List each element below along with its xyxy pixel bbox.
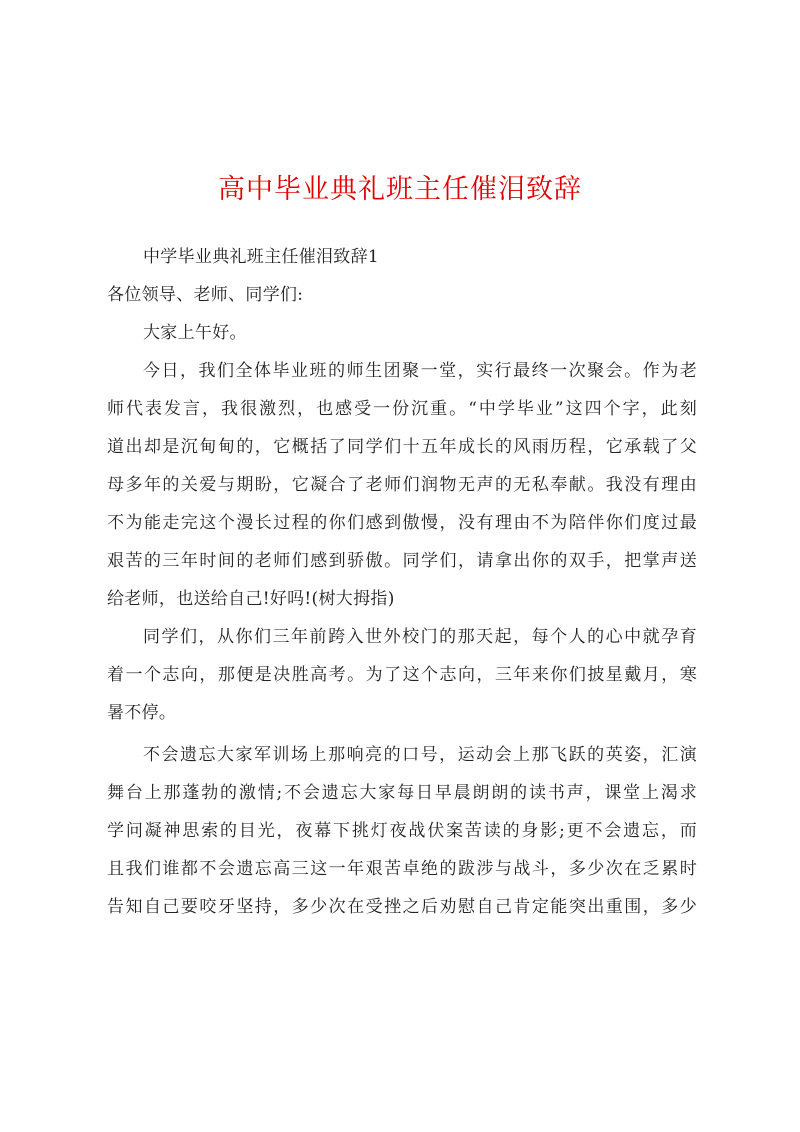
paragraph-line: 大家上午好。 xyxy=(143,323,247,343)
paragraph-line: 中学毕业典礼班主任催泪致辞1 xyxy=(143,247,380,267)
paragraph-line: 母多年的关爱与期盼，它凝合了老师们润物无声的无私奉献。我没有理由 xyxy=(107,475,697,495)
document-title: 高中毕业典礼班主任催泪致辞 xyxy=(218,174,582,205)
paragraph-line: 舞台上那蓬勃的激情;不会遗忘大家每日早晨朗朗的读书声，课堂上渴求 xyxy=(107,783,697,803)
paragraph-line: 师代表发言，我很激烈，也感受一份沉重。“中学毕业”这四个字，此刻 xyxy=(107,399,697,419)
paragraph-line: 道出却是沉甸甸的，它概括了同学们十五年成长的风雨历程，它承载了父 xyxy=(107,437,697,457)
paragraph-line: 学问凝神思索的目光，夜幕下挑灯夜战伏案苦读的身影;更不会遗忘，而 xyxy=(107,821,697,841)
paragraph xyxy=(107,276,697,314)
paragraph-line: 艰苦的三年时间的老师们感到骄傲。同学们，请拿出你的双手，把掌声送 xyxy=(107,551,697,571)
paragraph-line: 着一个志向，那便是决胜高考。为了这个志向，三年来你们披星戴月，寒 xyxy=(107,665,697,685)
paragraph xyxy=(107,238,697,276)
paragraph xyxy=(107,314,697,352)
paragraph-line: 各位领导、老师、同学们: xyxy=(107,285,304,305)
paragraph xyxy=(107,736,697,926)
paragraph-line: 告知自己要咬牙坚持，多少次在受挫之后劝慰自己肯定能突出重围，多少 xyxy=(107,897,697,917)
paragraph-line: 不为能走完这个漫长过程的你们感到傲慢，没有理由不为陪伴你们度过最 xyxy=(107,513,697,533)
paragraph-line: 不会遗忘大家军训场上那响亮的口号，运动会上那飞跃的英姿，汇演 xyxy=(143,745,697,765)
paragraph-line: 今日，我们全体毕业班的师生团聚一堂，实行最终一次聚会。作为老 xyxy=(143,361,697,381)
paragraph-line: 且我们谁都不会遗忘高三这一年艰苦卓绝的跋涉与战斗，多少次在乏累时 xyxy=(107,859,697,879)
paragraph-line: 同学们，从你们三年前跨入世外校门的那天起，每个人的心中就孕育 xyxy=(143,627,697,647)
paragraph-line: 给老师，也送给自己!好吗!(树大拇指) xyxy=(107,589,395,609)
paragraph-line: 暑不停。 xyxy=(107,703,177,723)
paragraph xyxy=(107,352,697,618)
document-body xyxy=(107,238,697,926)
paragraph xyxy=(107,618,697,732)
